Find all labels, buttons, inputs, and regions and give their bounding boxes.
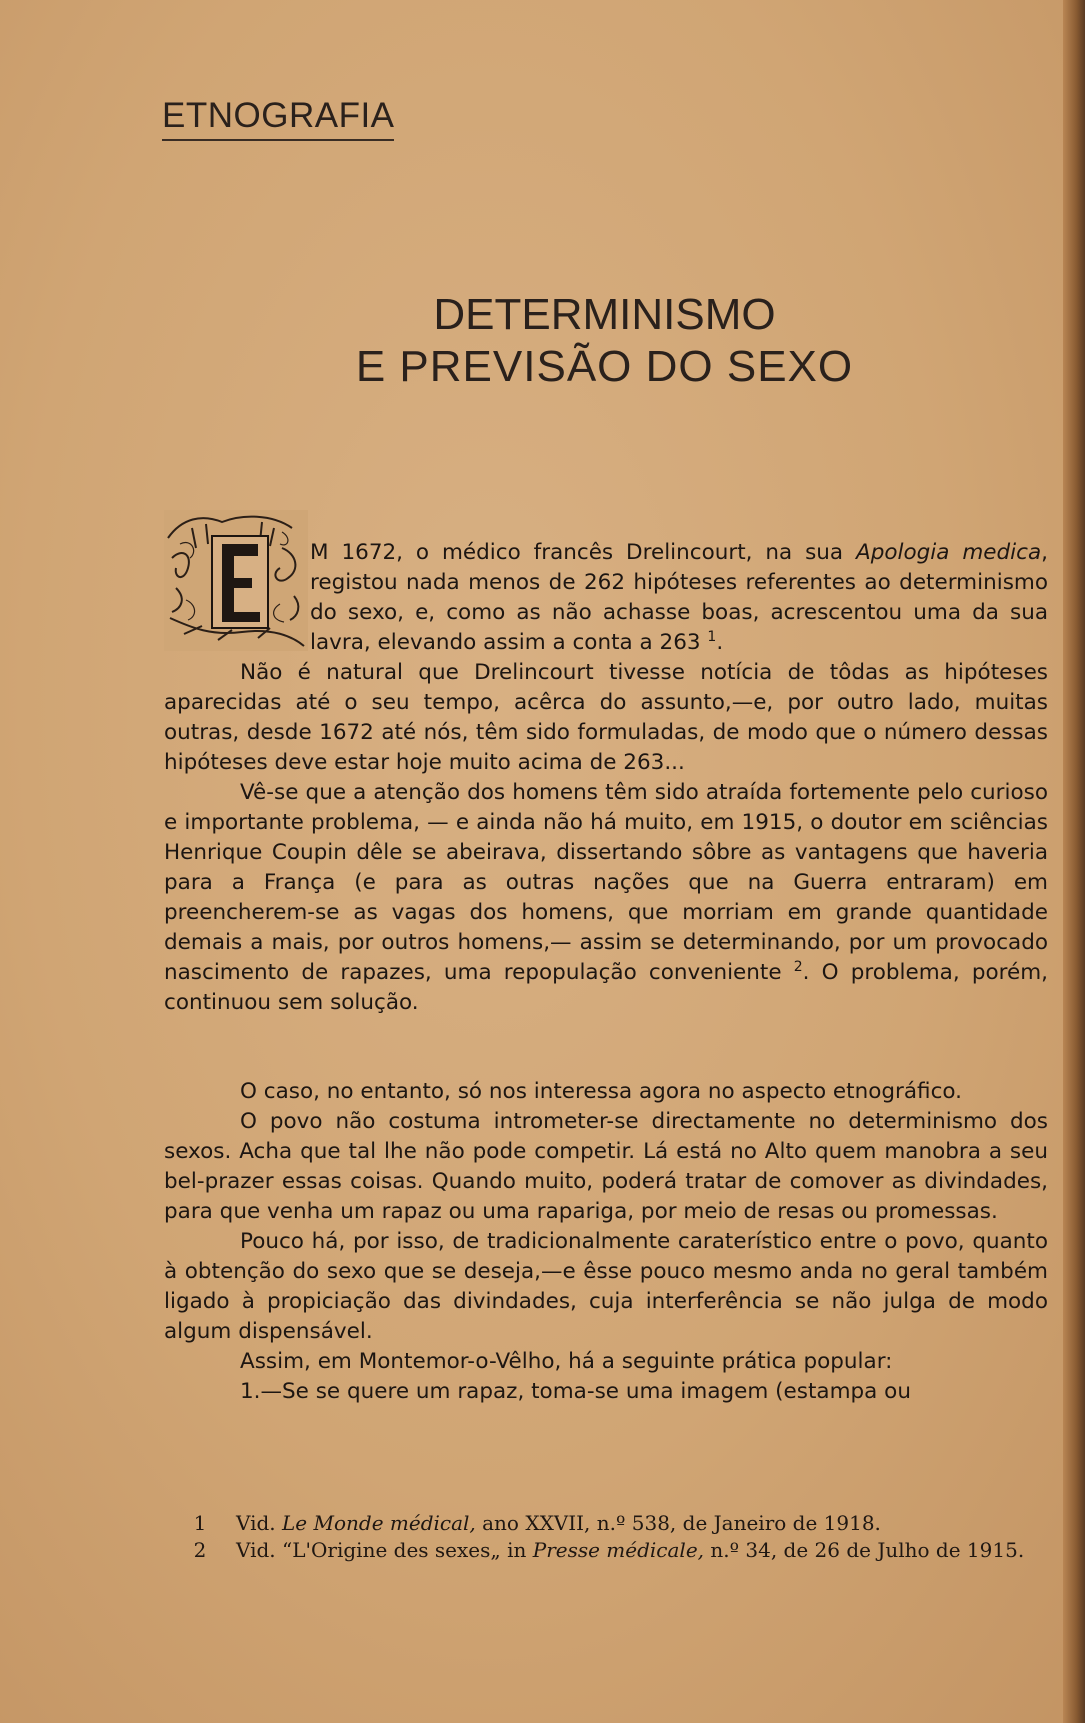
body-section-1 [164, 658, 1048, 1018]
footnote-source-title: Le Monde médical, [282, 1511, 476, 1535]
paragraph: Não é natural que Drelincourt tivesse notícia de tôdas as hipóteses aparecidas até o seu tempo, acêrca do assunto,—e, por outro lado, muitas outras, desde 1672 até nós, têm sido formuladas, de modo que o número dessas hipóteses deve estar hoje muito acima de 263... [164, 660, 1048, 775]
article-title-line2: E PREVISÃO DO SEXO [355, 342, 854, 391]
footnote-text: Vid. “L'Origine des sexes„ in [236, 1538, 533, 1562]
footnotes [164, 1510, 1048, 1564]
footnote-text: ano XXVII, n.º 538, de Janeiro de 1918. [475, 1511, 881, 1535]
footnote-number: 2 [193, 1538, 207, 1562]
body-section-2 [164, 1077, 1048, 1407]
section-label: ETNOGRAFIA [162, 96, 395, 135]
paragraph: Assim, em Montemor-o-Vêlho, há a seguinte prática popular: [240, 1349, 893, 1374]
page-edge-shadow [1063, 0, 1085, 1723]
footnote-ref-1[interactable]: 1 [707, 628, 717, 645]
work-title: Apologia medica [856, 540, 1042, 565]
article-title-line1: DETERMINISMO [433, 290, 776, 339]
footnote-text: Vid. [236, 1511, 283, 1535]
paragraph: O povo não costuma intrometer-se directamente no determinismo dos sexos. Acha que tal lhe não pode competir. Lá está no Alto quem manobra a seu bel-prazer essas coisas. Quando muito, poderá tratar de comover as divindades, para que venha um rapaz ou uma rapariga, por meio de resas ou promessas. [164, 1109, 1048, 1224]
footnote-source-title: Presse médicale, [532, 1538, 705, 1562]
intro-paragraph [164, 538, 1048, 658]
paragraph [164, 778, 1048, 1018]
paragraph: 1.—Se se quere um rapaz, toma-se uma imagem (estampa ou [240, 1379, 911, 1404]
footnote-2 [164, 1537, 1048, 1564]
intro-text: M 1672, o médico francês Drelincourt, na sua [310, 540, 857, 565]
intro-text-cont: , registou nada menos de 262 hipóteses referentes ao determinismo do sexo, e, como as não achasse boas, acrescentou uma da sua lavra, elevando assim a conta a 263 [310, 540, 1048, 655]
footnote-number: 1 [193, 1511, 207, 1535]
paragraph: O caso, no entanto, só nos interessa agora no aspecto etnográfico. [240, 1079, 963, 1104]
footnote-ref-2[interactable]: 2 [793, 958, 803, 975]
paragraph-text: Vê-se que a atenção dos homens têm sido atraída fortemente pelo curioso e importante problema, — e ainda não há muito, em 1915, o doutor em sciências Henrique Coupin dêle se abeirava, dissertando sôbre as vantagens que haveria para a França (e para as outras nações que na Guerra entraram) em preencherem-se as vagas dos homens, que morriam em grande quantidade demais a mais, por outros homens,— assim se determinando, por um provocado nascimento de rapazes, uma repopulação conveniente [164, 780, 1048, 985]
paragraph-text-end: . O problema, porém, continuou sem solução. [164, 960, 1048, 1015]
intro-end: . [716, 630, 724, 655]
section-underline [162, 139, 394, 141]
footnote-1 [164, 1510, 1048, 1537]
paragraph: Pouco há, por isso, de tradicionalmente caraterístico entre o povo, quanto à obtenção do sexo que se deseja,—e êsse pouco mesmo anda no geral também ligado à propiciação das divindades, cuja interferência se não julga de modo algum dispensável. [164, 1229, 1048, 1344]
footnote-text: n.º 34, de 26 de Julho de 1915. [704, 1538, 1025, 1562]
